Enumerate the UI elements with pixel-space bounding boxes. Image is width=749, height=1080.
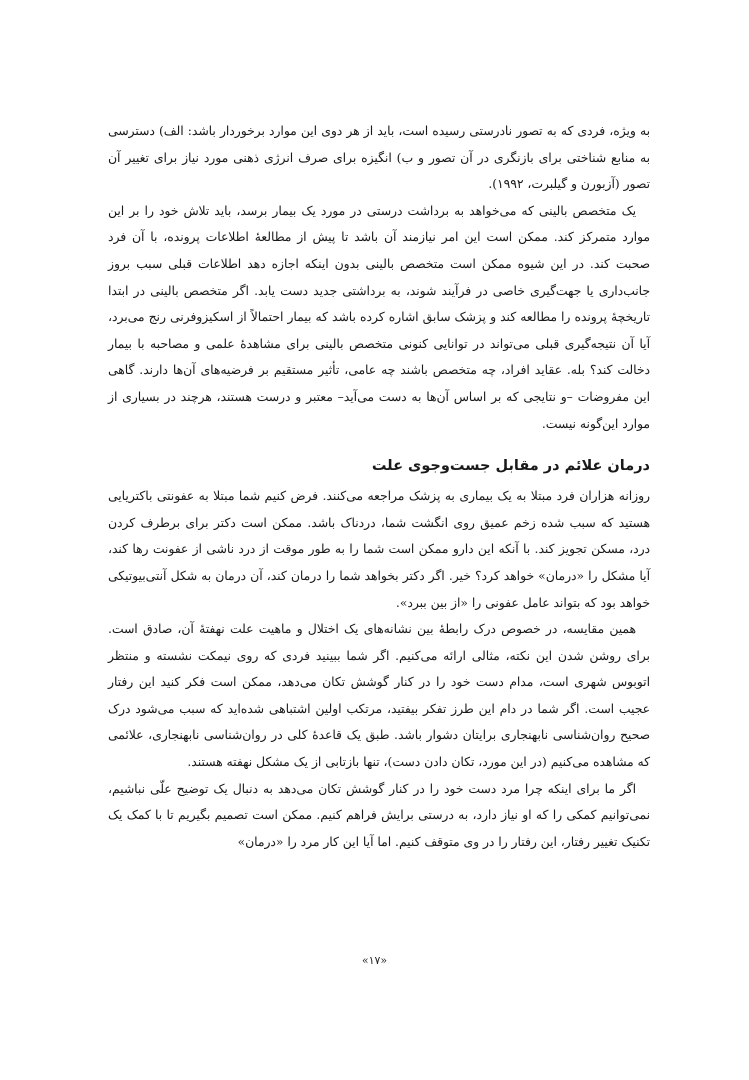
page-number: «۱۷»: [361, 954, 388, 967]
paragraph-5: اگر ما برای اینکه چرا مرد دست خود را در کنار گوشش تکان می‌دهد به دنبال یک توضیح علّی نباشیم، نمی‌توانیم کمکی را که او نیاز دارد، به درستی برایش فراهم کنیم. ممکن است تصمیم بگیریم تا با کمک یک تکنیک تغییر رفتار، این رفتار را در وی متوقف کنیم. اما آیا این کار مرد را «درمان»: [108, 781, 650, 849]
paragraph-4: همین مقایسه، در خصوص درک رابطهٔ بین نشانه‌های یک اختلال و ماهیت علت نهفتهٔ آن، صادق است. برای روشن شدن این نکته، مثالی ارائه می‌کنیم. اگر شما ببینید فردی که روی نیمکت نشسته و منتظر اتوبوس شهری است، مدام دست خود را در کنار گوشش تکان می‌دهد، ممکن است فکر کنید این رفتار عجیب است. اگر شما در دام این طرز تفکر بیفتید، مرتکب اولین اشتباهی شده‌اید که سبب می‌شود درک صحیح روان‌شناسی نابهنجاری برایتان دشوار باشد. طبق یک قاعدهٔ کلی در روان‌شناسی نابهنجاری، علائمی که مشاهده می‌کنیم (در این مورد، تکان دادن دست)، تنها بازتابی از یک مشکل نهفته هستند.: [108, 622, 650, 770]
page-body: [108, 118, 650, 855]
paragraph-1: به ویژه، فردی که به تصور نادرستی رسیده است، باید از هر دوی این موارد برخوردار باشد: الف) دسترسی به منابع شناختی برای بازنگری در آن تصور و ب) انگیزه برای صرف انرژی ذهنی مورد نیاز برای تغییر آن تصور (آزبورن و گیلبرت، ۱۹۹۲).: [108, 124, 650, 192]
paragraph-3: روزانه هزاران فرد مبتلا به یک بیماری به پزشک مراجعه می‌کنند. فرض کنیم شما مبتلا به عفونتی باکتریایی هستید که سبب شده زخم عمیق روی انگشت شما، دردناک باشد. ممکن است دکتر برای برطرف کردن درد، مسکن تجویز کند. با آنکه این دارو ممکن است شما را به طور موقت از درد ناشی از عفونت رها کند، آیا مشکل را «درمان» خواهد کرد؟ خیر. اگر دکتر بخواهد شما را درمان کند، آن درمان به شکل آنتی‌بیوتیکی خواهد بود که بتواند عامل عفونی را «از بین ببرد».: [108, 489, 650, 610]
paragraph-2: یک متخصص بالینی که می‌خواهد به برداشت درستی در مورد یک بیمار برسد، باید تلاش خود را بر این موارد متمرکز کند. ممکن است این امر نیازمند آن باشد تا پیش از مطالعهٔ اطلاعات پرونده، با آن فرد صحبت کند. در این شیوه ممکن است متخصص بالینی بدون اینکه اجازه دهد اطلاعات قبلی سبب بروز جانب‌داری یا جهت‌گیری خاصی در فرآیند شوند، به برداشتی جدید دست یابد. اگر متخصص بالینی در ابتدا تاریخچهٔ پرونده را مطالعه کند و پزشک سابق اشاره کرده باشد که بیمار احتمالاً از اسکیزوفرنی رنج می‌برد، آیا آن نتیجه‌گیری قبلی می‌تواند در توانایی کنونی متخصص بالینی برای مشاهدهٔ علمی و مصاحبه با بیمار دخالت کند؟ بله. عقاید افراد، چه متخصص باشند چه عامی، تأثیر مستقیم بر فرضیه‌های آن‌ها دارند. گاهی این مفروضات –و نتایجی که بر اساس آن‌ها به دست می‌آید– معتبر و درست هستند، هرچند در بسیاری از موارد این‌گونه نیست.: [108, 203, 650, 431]
section-heading: درمان علائم در مقابل جست‌وجوی علت: [371, 458, 650, 475]
